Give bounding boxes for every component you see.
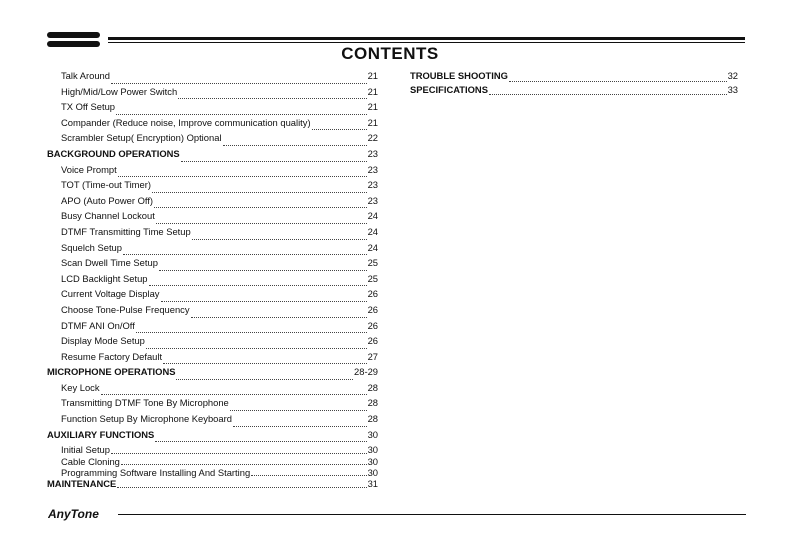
toc-entry-page: 25 bbox=[367, 272, 378, 284]
toc-entry-page: 26 bbox=[367, 303, 378, 315]
dot-leader bbox=[101, 394, 367, 395]
toc-entry-page: 23 bbox=[367, 179, 378, 191]
toc-entry-label: Scrambler Setup( Encryption) Optional bbox=[61, 132, 222, 144]
toc-entry[interactable] bbox=[47, 132, 378, 148]
toc-entry-page: 22 bbox=[367, 132, 378, 144]
dot-leader bbox=[111, 453, 367, 454]
toc-entry-page: 21 bbox=[367, 70, 378, 81]
toc-entry-page: 26 bbox=[367, 288, 378, 300]
toc-entry[interactable] bbox=[47, 257, 378, 273]
dot-leader bbox=[152, 192, 367, 193]
toc-entry[interactable] bbox=[47, 86, 378, 102]
dot-leader bbox=[161, 301, 367, 302]
toc-entry[interactable] bbox=[47, 382, 378, 398]
dot-leader bbox=[489, 94, 727, 95]
toc-entry[interactable] bbox=[47, 456, 378, 467]
toc-entry-page: 32 bbox=[727, 70, 738, 81]
toc-entry[interactable] bbox=[47, 70, 378, 86]
toc-entry-label: Resume Factory Default bbox=[61, 350, 163, 362]
toc-entry-label: Function Setup By Microphone Keyboard bbox=[61, 413, 232, 425]
toc-entry[interactable] bbox=[47, 467, 378, 478]
toc-entry-page: 21 bbox=[367, 85, 378, 97]
toc-entry-label: APO (Auto Power Off) bbox=[61, 194, 154, 206]
toc-entry-page: 27 bbox=[367, 350, 378, 362]
dot-leader bbox=[111, 83, 367, 84]
toc-entry[interactable] bbox=[47, 320, 378, 336]
toc-entry[interactable] bbox=[47, 351, 378, 367]
toc-entry[interactable] bbox=[47, 444, 378, 455]
dot-leader bbox=[121, 464, 367, 465]
dot-leader bbox=[149, 285, 367, 286]
toc-entry-label: MICROPHONE OPERATIONS bbox=[47, 366, 176, 378]
toc-entry[interactable] bbox=[47, 148, 378, 164]
dot-leader bbox=[123, 254, 367, 255]
toc-entry-page: 25 bbox=[367, 257, 378, 269]
dot-leader bbox=[156, 223, 367, 224]
dot-leader bbox=[118, 176, 367, 177]
toc-entry-label: DTMF Transmitting Time Setup bbox=[61, 225, 191, 237]
toc-entry-page: 33 bbox=[727, 83, 738, 95]
dot-leader bbox=[509, 81, 727, 82]
toc-entry-page: 30 bbox=[367, 444, 378, 456]
toc-entry-label: SPECIFICATIONS bbox=[410, 83, 488, 95]
dot-leader bbox=[155, 441, 366, 442]
toc-entry-label: Choose Tone-Pulse Frequency bbox=[61, 303, 190, 315]
toc-entry-label: Talk Around bbox=[61, 70, 110, 81]
dot-leader bbox=[159, 270, 367, 271]
toc-entry-label: Squelch Setup bbox=[61, 241, 122, 253]
toc-entry-page: 28-29 bbox=[354, 366, 378, 378]
anytone-logo bbox=[48, 505, 118, 521]
toc-entry-label: DTMF ANI On/Off bbox=[61, 319, 135, 331]
dot-leader bbox=[136, 332, 367, 333]
toc-entry-page: 30 bbox=[367, 455, 378, 467]
toc-entry-page: 23 bbox=[367, 147, 378, 159]
dot-leader bbox=[181, 161, 367, 162]
toc-entry-page: 23 bbox=[367, 194, 378, 206]
dot-leader bbox=[233, 426, 367, 427]
page-title: CONTENTS bbox=[341, 44, 439, 63]
toc-entry-label: Cable Cloning bbox=[61, 455, 120, 467]
toc-entry[interactable] bbox=[47, 179, 378, 195]
toc-entry-label: AUXILIARY FUNCTIONS bbox=[47, 428, 155, 440]
dot-leader bbox=[223, 145, 367, 146]
toc-entry[interactable] bbox=[47, 397, 378, 413]
toc-entry[interactable] bbox=[47, 226, 378, 242]
dot-leader bbox=[230, 410, 367, 411]
toc-entry[interactable] bbox=[47, 413, 378, 429]
toc-entry-label: Display Mode Setup bbox=[61, 335, 145, 347]
dot-leader bbox=[163, 363, 366, 364]
dot-leader bbox=[146, 348, 367, 349]
dot-leader bbox=[191, 317, 367, 318]
toc-entry-label: Transmitting DTMF Tone By Microphone bbox=[61, 397, 229, 409]
dot-leader bbox=[117, 487, 366, 488]
toc-entry-page: 28 bbox=[367, 397, 378, 409]
toc-entry[interactable] bbox=[47, 242, 378, 258]
toc-entry-label: MAINTENANCE bbox=[47, 478, 117, 490]
header-badge bbox=[47, 32, 100, 48]
dot-leader bbox=[154, 207, 367, 208]
toc-entry-page: 21 bbox=[367, 101, 378, 113]
toc-entry[interactable] bbox=[47, 478, 378, 489]
toc-entry[interactable] bbox=[47, 273, 378, 289]
toc-entry-page: 23 bbox=[367, 163, 378, 175]
toc-entry-page: 24 bbox=[367, 210, 378, 222]
toc-entry-label: Busy Channel Lockout bbox=[61, 210, 155, 222]
dot-leader bbox=[312, 129, 367, 130]
toc-entry-page: 26 bbox=[367, 335, 378, 347]
toc-entry[interactable] bbox=[47, 117, 378, 133]
toc-right-column bbox=[410, 70, 738, 97]
footer-rule bbox=[118, 514, 746, 515]
toc-entry-page: 26 bbox=[367, 319, 378, 331]
dot-leader bbox=[116, 114, 367, 115]
toc-entry-page: 30 bbox=[367, 428, 378, 440]
toc-entry-label: Programming Software Installing And Starting bbox=[61, 467, 251, 479]
dot-leader bbox=[178, 98, 366, 99]
toc-entry[interactable] bbox=[47, 429, 378, 445]
toc-entry-page: 24 bbox=[367, 225, 378, 237]
logo-text: AnyTone bbox=[48, 507, 99, 521]
toc-entry-label: Initial Setup bbox=[61, 444, 110, 456]
toc-entry-label: High/Mid/Low Power Switch bbox=[61, 85, 178, 97]
toc-entry[interactable] bbox=[47, 101, 378, 117]
toc-entry-label: Scan Dwell Time Setup bbox=[61, 257, 158, 269]
toc-entry[interactable] bbox=[410, 84, 738, 98]
dot-leader bbox=[192, 239, 367, 240]
toc-entry-label: TROUBLE SHOOTING bbox=[410, 70, 508, 81]
toc-entry-label: TX Off Setup bbox=[61, 101, 116, 113]
toc-entry[interactable] bbox=[47, 195, 378, 211]
toc-entry-page: 24 bbox=[367, 241, 378, 253]
toc-entry-label: BACKGROUND OPERATIONS bbox=[47, 147, 180, 159]
toc-entry-page: 28 bbox=[367, 413, 378, 425]
toc-entry-page: 21 bbox=[367, 116, 378, 128]
toc-entry-label: Current Voltage Display bbox=[61, 288, 160, 300]
toc-left-column bbox=[47, 70, 378, 490]
toc-entry[interactable] bbox=[47, 164, 378, 180]
toc-entry-label: Voice Prompt bbox=[61, 163, 117, 175]
toc-entry-label: TOT (Time-out Timer) bbox=[61, 179, 151, 191]
header-badge-bar bbox=[47, 32, 100, 38]
toc-entry-label: Key Lock bbox=[61, 381, 100, 393]
toc-entry-page: 28 bbox=[367, 381, 378, 393]
toc-entry-page: 31 bbox=[367, 478, 378, 490]
dot-leader bbox=[176, 379, 353, 380]
toc-entry[interactable] bbox=[47, 304, 378, 320]
dot-leader bbox=[251, 475, 366, 476]
header-badge-bar bbox=[47, 41, 100, 47]
toc-entry[interactable] bbox=[47, 335, 378, 351]
toc-entry-page: 30 bbox=[367, 467, 378, 479]
toc-entry[interactable] bbox=[47, 288, 378, 304]
toc-entry-label: LCD Backlight Setup bbox=[61, 272, 148, 284]
toc-entry[interactable] bbox=[410, 70, 738, 84]
toc-entry[interactable] bbox=[47, 366, 378, 382]
toc-entry-label: Compander (Reduce noise, Improve communication quality) bbox=[61, 116, 311, 128]
toc-entry[interactable] bbox=[47, 210, 378, 226]
